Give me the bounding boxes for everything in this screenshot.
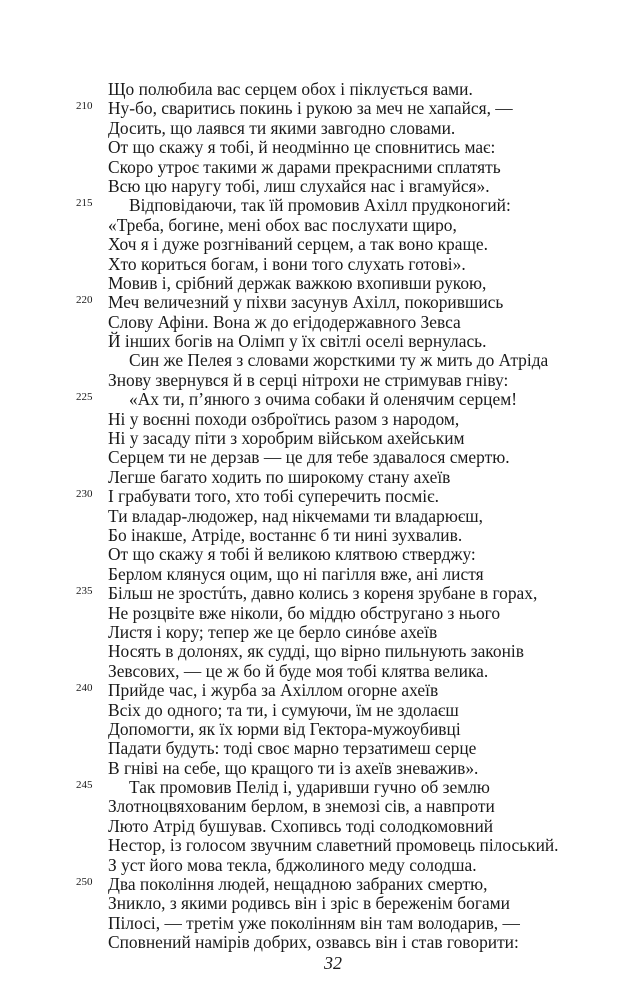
verse-line bbox=[0, 565, 632, 584]
verse-line bbox=[0, 623, 632, 642]
verse-text: «Ах ти, п’янюго з очима собаки й оленячим серцем! bbox=[129, 389, 517, 410]
line-number: 235 bbox=[76, 585, 93, 598]
verse-text: Й інших богів на Олімп у їх світлі оселі вернулась. bbox=[108, 331, 487, 352]
line-number: 250 bbox=[76, 876, 93, 889]
verse-text: Хто кориться богам, і вони того слухать готові». bbox=[108, 253, 466, 274]
verse-text: Падати будуть: тоді своє марно терзатимеш серце bbox=[108, 738, 477, 759]
verse-line bbox=[0, 332, 632, 351]
verse-text: Злотноцвяхованим берлом, в знемозі сів, а навпроти bbox=[108, 796, 495, 817]
verse-line bbox=[0, 545, 632, 564]
verse-line bbox=[0, 410, 632, 429]
verse-line bbox=[0, 914, 632, 933]
line-number: 240 bbox=[76, 682, 93, 695]
verse-line bbox=[0, 894, 632, 913]
verse-line bbox=[0, 119, 632, 138]
verse-text: Прийде час, і журба за Ахіллом огорне ахеїв bbox=[108, 680, 439, 701]
verse-line bbox=[0, 158, 632, 177]
verse-text: Допомогти, як їх юрми від Гектора-мужоубивці bbox=[108, 718, 461, 739]
verse-line bbox=[0, 138, 632, 157]
verse-line bbox=[0, 293, 632, 312]
verse-line bbox=[0, 448, 632, 467]
verse-text: Два покоління людей, нещадною забраних смертю, bbox=[108, 874, 488, 895]
verse-line bbox=[0, 720, 632, 739]
verse-line bbox=[0, 856, 632, 875]
verse-line bbox=[0, 797, 632, 816]
verse-text: Більш не зростúть, давно колись з кореня зрубане в горах, bbox=[108, 583, 538, 604]
verse-line bbox=[0, 759, 632, 778]
verse-line bbox=[0, 507, 632, 526]
verse-line bbox=[0, 196, 632, 215]
verse-text: Берлом клянуся оцим, що ні пагілля вже, ані листя bbox=[108, 563, 484, 584]
line-number: 215 bbox=[76, 197, 93, 210]
line-number: 245 bbox=[76, 779, 93, 792]
verse-line bbox=[0, 80, 632, 99]
verse-text: В гніві на себе, що кращого ти із ахеїв зневажив». bbox=[108, 757, 479, 778]
verse-text: Ну-бо, сваритись покинь і рукою за меч не хапайся, — bbox=[108, 98, 513, 119]
verse-line bbox=[0, 526, 632, 545]
verse-line bbox=[0, 371, 632, 390]
line-number: 230 bbox=[76, 488, 93, 501]
verse-line bbox=[0, 642, 632, 661]
line-number: 220 bbox=[76, 294, 93, 307]
verse-line bbox=[0, 584, 632, 603]
verse-line bbox=[0, 701, 632, 720]
verse-line bbox=[0, 390, 632, 409]
verse-line bbox=[0, 313, 632, 332]
verse-line bbox=[0, 662, 632, 681]
verse-line bbox=[0, 604, 632, 623]
line-number: 210 bbox=[76, 100, 93, 113]
poem-text bbox=[0, 80, 632, 953]
verse-text: Слову Афіни. Вона ж до егідодержавного Зевса bbox=[108, 311, 461, 332]
verse-text: От що скажу я тобі, й неодмінно це сповнитись має: bbox=[108, 137, 496, 158]
verse-text: Знову звернувся й в серці нітрохи не стримував гніву: bbox=[108, 369, 509, 390]
verse-line bbox=[0, 274, 632, 293]
verse-line bbox=[0, 875, 632, 894]
verse-line bbox=[0, 933, 632, 952]
verse-line bbox=[0, 99, 632, 118]
verse-text: Син же Пелея з словами жорсткими ту ж мить до Атріда bbox=[129, 350, 549, 371]
verse-text: Всю цю наругу тобі, лиш слухайся нас і вгамуйся». bbox=[108, 175, 490, 196]
verse-text: Легше багато ходить по широкому стану ахеїв bbox=[108, 466, 451, 487]
verse-text: Досить, що лаявся ти якими завгодно словами. bbox=[108, 117, 456, 138]
verse-text: Так промовив Пелід і, ударивши гучно об землю bbox=[129, 777, 490, 798]
verse-line bbox=[0, 681, 632, 700]
verse-line bbox=[0, 836, 632, 855]
verse-text: Серцем ти не дерзав — це для тебе здавалося смертю. bbox=[108, 447, 510, 468]
verse-text: Люто Атрід бушував. Схопивсь тоді солодкомовний bbox=[108, 815, 494, 836]
verse-text: Що полюбила вас серцем обох і піклується вами. bbox=[108, 79, 473, 99]
verse-text: Бо інакше, Атріде, востаннє б ти нині зухвалив. bbox=[108, 524, 463, 545]
verse-line bbox=[0, 235, 632, 254]
verse-text: Ти владар-людожер, над нікчемами ти владарюєш, bbox=[108, 505, 484, 526]
verse-text: Не розцвіте вже ніколи, бо міддю обстругано з нього bbox=[108, 602, 501, 623]
verse-text: Відповідаючи, так їй промовив Ахілл прудконогий: bbox=[129, 195, 511, 216]
verse-text: Всіх до одного; та ти, і сумуючи, їм не здолаєш bbox=[108, 699, 459, 720]
verse-text: Пілосі, — третім уже поколінням він там володарив, — bbox=[108, 912, 520, 933]
verse-line bbox=[0, 739, 632, 758]
verse-line bbox=[0, 216, 632, 235]
page-number: 32 bbox=[324, 953, 342, 973]
verse-text: І грабувати того, хто тобі суперечить посміє. bbox=[108, 486, 439, 507]
verse-text: Нестор, із голосом звучним славетний промовець пілоський. bbox=[108, 835, 559, 856]
verse-text: Листя і кору; тепер же це берло синóве ахеїв bbox=[108, 621, 438, 642]
verse-text: От що скажу я тобі й великою клятвою стверджу: bbox=[108, 544, 476, 565]
verse-line bbox=[0, 778, 632, 797]
verse-text: Ні у засаду піти з хоробрим військом ахейським bbox=[108, 428, 465, 449]
verse-line bbox=[0, 351, 632, 370]
verse-text: Меч величезний у піхви засунув Ахілл, покорившись bbox=[108, 292, 504, 313]
verse-text: Сповнений намірів добрих, озвавсь він і став говорити: bbox=[108, 932, 519, 953]
verse-line bbox=[0, 487, 632, 506]
verse-text: Носять в долонях, як судді, що вірно пильнують законів bbox=[108, 641, 524, 662]
verse-text: Зникло, з якими родивсь він і зріс в береженім богами bbox=[108, 893, 510, 914]
verse-text: Хоч я і дуже розгніваний серцем, а так воно краще. bbox=[108, 234, 488, 255]
verse-text: Ні у воєнні походи озброїтись разом з народом, bbox=[108, 408, 460, 429]
verse-text: З уст його мова текла, бджолиного меду солодша. bbox=[108, 854, 477, 875]
verse-line bbox=[0, 177, 632, 196]
verse-text: «Треба, богине, мені обох вас послухати щиро, bbox=[108, 214, 457, 235]
verse-line bbox=[0, 468, 632, 487]
verse-line bbox=[0, 255, 632, 274]
verse-line bbox=[0, 817, 632, 836]
verse-text: Зевсових, — це ж бо й буде моя тобі клятва велика. bbox=[108, 660, 489, 681]
line-number: 225 bbox=[76, 391, 93, 404]
verse-text: Мовив і, срібний держак важкою вхопивши рукою, bbox=[108, 272, 487, 293]
verse-line bbox=[0, 429, 632, 448]
verse-text: Скоро утроє такими ж дарами прекрасними сплатять bbox=[108, 156, 501, 177]
